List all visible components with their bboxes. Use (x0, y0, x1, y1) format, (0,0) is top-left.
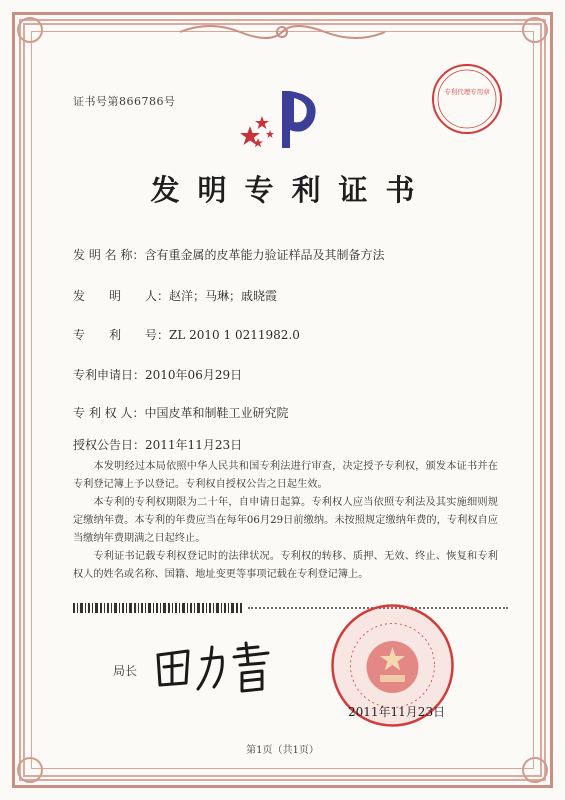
barcode-icon (73, 603, 243, 613)
filing-date: 2010年06月29日 (145, 368, 243, 382)
certificate-body (73, 458, 498, 584)
grant-date-label: 授权公告日： (73, 438, 146, 452)
corner-ornament (522, 757, 548, 783)
patentee-label: 专 利 权 人： (73, 406, 145, 420)
agency-seal-icon (430, 62, 504, 136)
certificate-title: 发明专利证书 (150, 173, 433, 207)
inventors-label: 发 明 人： (73, 289, 170, 303)
invention-name: 含有重金属的皮革能力验证样品及其制备方法 (144, 248, 385, 262)
grant-date: 2011年11月23日 (145, 438, 243, 452)
issue-date: 2011年11月23日 (348, 705, 446, 719)
patent-number: ZL 2010 1 0211982.0 (169, 328, 300, 342)
corner-ornament (522, 17, 548, 43)
filing-date-row (73, 366, 242, 383)
patent-number-label: 专 利 号： (73, 328, 170, 342)
director-label: 局长 (113, 664, 138, 678)
corner-ornament (17, 757, 43, 783)
inventors: 赵洋；马琳；戚晓霞 (169, 289, 278, 303)
invention-name-label: 发 明 名 称： (73, 248, 145, 262)
patentee: 中国皮革和制鞋工业研究院 (144, 406, 289, 420)
inventors-row (73, 287, 277, 304)
invention-name-row (73, 246, 384, 263)
body-paragraph: 本专利的专利权期限为二十年，自申请日起算。专利权人应当依照专利法及其实施细则规定缴纳年费。本专利的年费应当在每年06月29日前缴纳。未按照规定缴纳年费的，专利权自应当缴纳年费期满之日起终止。 (73, 497, 498, 544)
page-footer: 第1页（共1页） (246, 745, 319, 756)
agency-seal-text: 专利代理专用章 (444, 88, 490, 96)
filing-date-label: 专利申请日： (73, 368, 146, 382)
certificate-number: 证书号第866786号 (73, 95, 176, 108)
patentee-row (73, 404, 288, 421)
body-paragraph: 专利证书记载专利权登记时的法律状况。专利权的转移、质押、无效、终止、恢复和专利权人的姓名或名称、国籍、地址变更等事项记载在专利登记簿上。 (73, 551, 498, 580)
sipo-logo-icon (234, 86, 334, 151)
body-paragraph: 本发明经过本局依照中华人民共和国专利法进行审查，决定授予专利权，颁发本证书并在专利登记簿上予以登记。专利权自授权公告之日起生效。 (73, 461, 498, 490)
director-signature (150, 633, 290, 699)
corner-ornament (17, 17, 43, 43)
grant-date-row (73, 436, 242, 453)
top-ornament-icon (170, 20, 395, 44)
patent-number-row (73, 326, 300, 343)
